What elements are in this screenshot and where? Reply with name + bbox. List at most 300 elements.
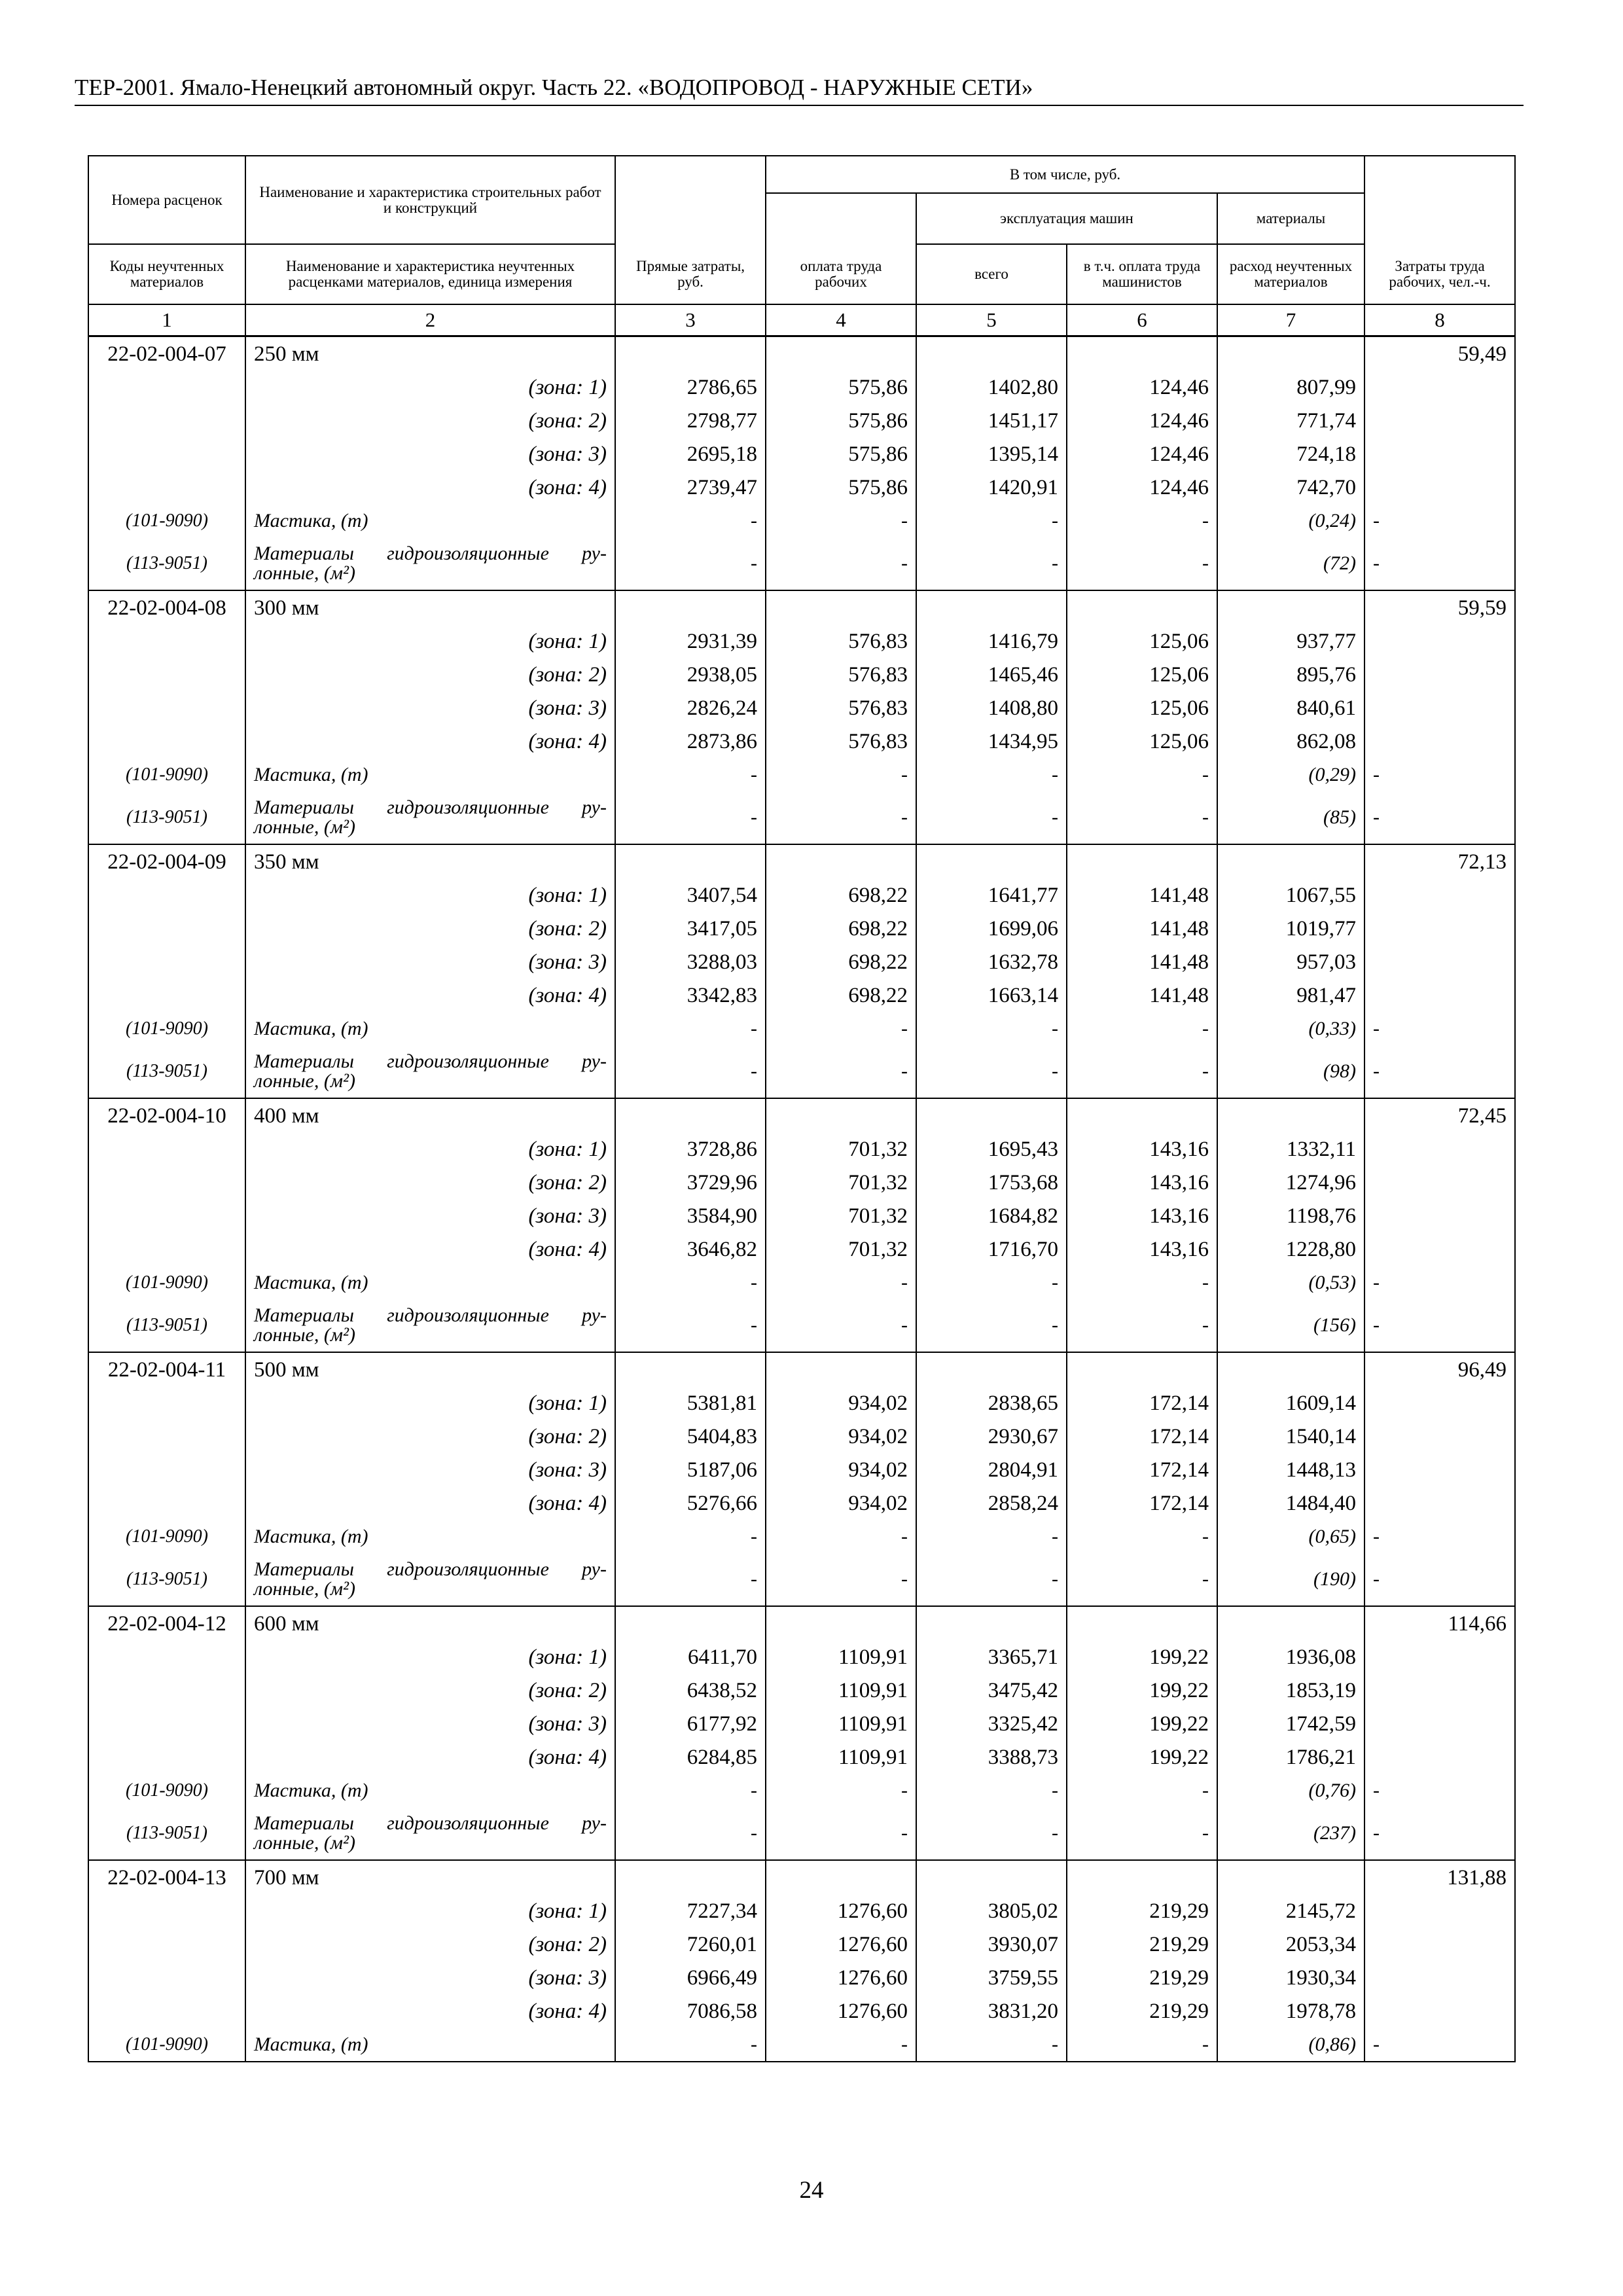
drivers-cost: 199,22 <box>1067 1674 1217 1707</box>
zone-row <box>88 1674 1515 1707</box>
drivers-cost: 199,22 <box>1067 1640 1217 1674</box>
dash-cell: - <box>1067 1012 1217 1045</box>
zone-row <box>88 725 1515 758</box>
zone-label: (зона: 2) <box>245 404 615 437</box>
direct-cost: 2873,86 <box>615 725 766 758</box>
dash-cell: - <box>916 537 1067 590</box>
materials-cost: 1786,21 <box>1217 1740 1364 1774</box>
machines-cost: 1641,77 <box>916 878 1067 912</box>
machines-cost: 3325,42 <box>916 1707 1067 1740</box>
material-row <box>88 1520 1515 1553</box>
dash-cell: - <box>766 1774 916 1807</box>
rate-name: 300 мм <box>245 590 615 624</box>
page-title: ТЕР-2001. Ямало-Ненецкий автономный округ. Часть 22. «ВОДОПРОВОД - НАРУЖНЫЕ СЕТИ» <box>75 75 1033 100</box>
dash-cell: - <box>1364 504 1515 537</box>
rate-row <box>88 1606 1515 1640</box>
material-amount: (72) <box>1217 537 1364 590</box>
material-name: Мастика, (т) <box>245 2028 615 2062</box>
zone-row <box>88 404 1515 437</box>
zone-label: (зона: 3) <box>245 1707 615 1740</box>
material-amount: (0,53) <box>1217 1266 1364 1299</box>
rate-code: 22-02-004-13 <box>88 1860 245 1894</box>
wages-cost: 1276,60 <box>766 1894 916 1928</box>
zone-row <box>88 1199 1515 1232</box>
materials-cost: 771,74 <box>1217 404 1364 437</box>
machines-cost: 1695,43 <box>916 1132 1067 1166</box>
wages-cost: 575,86 <box>766 437 916 471</box>
materials-cost: 1448,13 <box>1217 1453 1364 1486</box>
materials-cost: 1978,78 <box>1217 1994 1364 2028</box>
rate-name: 250 мм <box>245 336 615 371</box>
zone-row <box>88 691 1515 725</box>
machines-cost: 1699,06 <box>916 912 1067 945</box>
materials-cost: 1609,14 <box>1217 1386 1364 1420</box>
wages-cost: 1276,60 <box>766 1961 916 1994</box>
col4-spacer <box>766 193 916 244</box>
dash-cell: - <box>916 1012 1067 1045</box>
dash-cell: - <box>766 1045 916 1098</box>
wages-cost: 1276,60 <box>766 1928 916 1961</box>
materials-cost: 1198,76 <box>1217 1199 1364 1232</box>
dash-cell: - <box>916 1520 1067 1553</box>
zone-label: (зона: 4) <box>245 978 615 1012</box>
drivers-cost: 124,46 <box>1067 370 1217 404</box>
dash-cell: - <box>766 1807 916 1860</box>
zone-label: (зона: 2) <box>245 1420 615 1453</box>
dash-cell: - <box>615 791 766 844</box>
wages-cost: 934,02 <box>766 1453 916 1486</box>
rate-name: 500 мм <box>245 1352 615 1386</box>
zone-row <box>88 1486 1515 1520</box>
direct-cost: 2931,39 <box>615 624 766 658</box>
labor-cost: 96,49 <box>1364 1352 1515 1386</box>
machines-cost: 3388,73 <box>916 1740 1067 1774</box>
machines-cost: 1420,91 <box>916 471 1067 504</box>
wages-cost: 698,22 <box>766 912 916 945</box>
col4-header: оплата труда рабочих <box>766 244 916 304</box>
rate-code: 22-02-004-10 <box>88 1098 245 1132</box>
material-row <box>88 758 1515 791</box>
material-name: Мастика, (т) <box>245 504 615 537</box>
dash-cell: - <box>1067 1045 1217 1098</box>
dash-cell: - <box>615 2028 766 2062</box>
col-number: 6 <box>1067 304 1217 336</box>
dash-cell: - <box>1364 1553 1515 1606</box>
dash-cell: - <box>1067 2028 1217 2062</box>
labor-cost: 59,59 <box>1364 590 1515 624</box>
material-code: (101-9090) <box>88 1520 245 1553</box>
rate-name: 350 мм <box>245 844 615 878</box>
materials-cost: 1936,08 <box>1217 1640 1364 1674</box>
dash-cell: - <box>1067 1807 1217 1860</box>
machines-cost: 3831,20 <box>916 1994 1067 2028</box>
direct-cost: 2826,24 <box>615 691 766 725</box>
direct-cost: 5276,66 <box>615 1486 766 1520</box>
dash-cell: - <box>615 1774 766 1807</box>
dash-cell: - <box>766 1299 916 1352</box>
drivers-cost: 143,16 <box>1067 1232 1217 1266</box>
machines-cost: 3805,02 <box>916 1894 1067 1928</box>
zone-row <box>88 1961 1515 1994</box>
direct-cost: 3728,86 <box>615 1132 766 1166</box>
materials-cost: 1484,40 <box>1217 1486 1364 1520</box>
direct-cost: 3729,96 <box>615 1166 766 1199</box>
material-code: (101-9090) <box>88 2028 245 2062</box>
dash-cell: - <box>916 1774 1067 1807</box>
dash-cell: - <box>1364 791 1515 844</box>
material-name: Мастика, (т) <box>245 1774 615 1807</box>
dash-cell: - <box>615 1299 766 1352</box>
page-header <box>75 73 1524 106</box>
drivers-cost: 141,48 <box>1067 912 1217 945</box>
dash-cell: - <box>916 1299 1067 1352</box>
machines-cost: 2838,65 <box>916 1386 1067 1420</box>
zone-row <box>88 1132 1515 1166</box>
materials-cost: 1067,55 <box>1217 878 1364 912</box>
direct-cost: 7227,34 <box>615 1894 766 1928</box>
zone-label: (зона: 2) <box>245 1674 615 1707</box>
dash-cell: - <box>916 1045 1067 1098</box>
direct-cost: 3646,82 <box>615 1232 766 1266</box>
labor-cost: 72,13 <box>1364 844 1515 878</box>
direct-cost: 6411,70 <box>615 1640 766 1674</box>
material-amount: (98) <box>1217 1045 1364 1098</box>
machines-cost: 1434,95 <box>916 725 1067 758</box>
col1-top-header: Номера расценок <box>88 156 245 244</box>
drivers-cost: 141,48 <box>1067 945 1217 978</box>
machines-cost: 2858,24 <box>916 1486 1067 1520</box>
wages-cost: 575,86 <box>766 370 916 404</box>
col-number: 3 <box>615 304 766 336</box>
col-number: 7 <box>1217 304 1364 336</box>
zone-row <box>88 1894 1515 1928</box>
material-amount: (0,76) <box>1217 1774 1364 1807</box>
col-number: 1 <box>88 304 245 336</box>
col8-spacer <box>1364 156 1515 244</box>
material-amount: (0,24) <box>1217 504 1364 537</box>
materials-cost: 840,61 <box>1217 691 1364 725</box>
dash-cell: - <box>615 1012 766 1045</box>
rate-name: 700 мм <box>245 1860 615 1894</box>
material-amount: (156) <box>1217 1299 1364 1352</box>
materials-cost: 2053,34 <box>1217 1928 1364 1961</box>
labor-cost: 72,45 <box>1364 1098 1515 1132</box>
machines-cost: 3475,42 <box>916 1674 1067 1707</box>
dash-cell: - <box>1364 1807 1515 1860</box>
materials-cost: 724,18 <box>1217 437 1364 471</box>
rate-code: 22-02-004-12 <box>88 1606 245 1640</box>
rate-row <box>88 1860 1515 1894</box>
zone-row <box>88 1386 1515 1420</box>
machines-cost: 1716,70 <box>916 1232 1067 1266</box>
material-code: (113-9051) <box>88 1045 245 1098</box>
machines-cost: 1753,68 <box>916 1166 1067 1199</box>
zone-label: (зона: 1) <box>245 1640 615 1674</box>
dash-cell: - <box>615 1520 766 1553</box>
material-amount: (190) <box>1217 1553 1364 1606</box>
zone-label: (зона: 2) <box>245 658 615 691</box>
rates-table <box>88 155 1516 2062</box>
dash-cell: - <box>1364 1012 1515 1045</box>
col-number: 4 <box>766 304 916 336</box>
zone-row <box>88 1420 1515 1453</box>
direct-cost: 5381,81 <box>615 1386 766 1420</box>
col2-bottom-header: Наименование и характеристика неучтенных расценками материалов, единица измерения <box>245 244 615 304</box>
materials-cost: 1540,14 <box>1217 1420 1364 1453</box>
machines-cost: 1663,14 <box>916 978 1067 1012</box>
dash-cell: - <box>916 791 1067 844</box>
dash-cell: - <box>916 504 1067 537</box>
material-row <box>88 1553 1515 1606</box>
zone-label: (зона: 4) <box>245 471 615 504</box>
zone-row <box>88 624 1515 658</box>
materials-cost: 981,47 <box>1217 978 1364 1012</box>
zone-row <box>88 1232 1515 1266</box>
zone-label: (зона: 4) <box>245 1994 615 2028</box>
col8-header: Затраты труда рабочих, чел.-ч. <box>1364 244 1515 304</box>
zone-label: (зона: 3) <box>245 1961 615 1994</box>
wages-cost: 701,32 <box>766 1232 916 1266</box>
direct-cost: 6284,85 <box>615 1740 766 1774</box>
drivers-cost: 143,16 <box>1067 1132 1217 1166</box>
dash-cell: - <box>766 1012 916 1045</box>
drivers-cost: 141,48 <box>1067 978 1217 1012</box>
wages-cost: 576,83 <box>766 658 916 691</box>
drivers-cost: 172,14 <box>1067 1386 1217 1420</box>
labor-cost: 131,88 <box>1364 1860 1515 1894</box>
materials-cost: 1332,11 <box>1217 1132 1364 1166</box>
drivers-cost: 143,16 <box>1067 1166 1217 1199</box>
material-name: Материалы гидроизоляционные ру- лонные, (м²) <box>245 1299 615 1352</box>
machines-cost: 3759,55 <box>916 1961 1067 1994</box>
wages-cost: 575,86 <box>766 404 916 437</box>
dash-cell: - <box>1364 758 1515 791</box>
drivers-cost: 199,22 <box>1067 1707 1217 1740</box>
wages-cost: 934,02 <box>766 1486 916 1520</box>
direct-cost: 2938,05 <box>615 658 766 691</box>
material-name: Мастика, (т) <box>245 1012 615 1045</box>
material-amount: (0,65) <box>1217 1520 1364 1553</box>
direct-cost: 5404,83 <box>615 1420 766 1453</box>
rate-code: 22-02-004-07 <box>88 336 245 371</box>
machines-cost: 1402,80 <box>916 370 1067 404</box>
direct-cost: 6177,92 <box>615 1707 766 1740</box>
dash-cell: - <box>916 2028 1067 2062</box>
zone-label: (зона: 1) <box>245 624 615 658</box>
machines-cost: 1408,80 <box>916 691 1067 725</box>
machines-header: эксплуатация машин <box>916 193 1217 244</box>
zone-label: (зона: 2) <box>245 912 615 945</box>
material-row <box>88 2028 1515 2062</box>
dash-cell: - <box>1067 1266 1217 1299</box>
zone-label: (зона: 1) <box>245 1894 615 1928</box>
materials-cost: 1019,77 <box>1217 912 1364 945</box>
zone-row <box>88 878 1515 912</box>
col5-header: всего <box>916 244 1067 304</box>
dash-cell: - <box>916 1553 1067 1606</box>
dash-cell: - <box>1364 1520 1515 1553</box>
zone-row <box>88 1707 1515 1740</box>
zone-label: (зона: 4) <box>245 725 615 758</box>
rates-table-wrap <box>88 155 1514 2062</box>
zone-row <box>88 1453 1515 1486</box>
table-body <box>88 336 1515 2062</box>
materials-cost: 862,08 <box>1217 725 1364 758</box>
dash-cell: - <box>1364 1299 1515 1352</box>
direct-cost: 3342,83 <box>615 978 766 1012</box>
zone-row <box>88 945 1515 978</box>
col-number: 2 <box>245 304 615 336</box>
material-row <box>88 537 1515 590</box>
materials-cost: 1853,19 <box>1217 1674 1364 1707</box>
wages-cost: 698,22 <box>766 945 916 978</box>
materials-cost: 937,77 <box>1217 624 1364 658</box>
dash-cell: - <box>1067 1553 1217 1606</box>
wages-cost: 698,22 <box>766 978 916 1012</box>
dash-cell: - <box>766 758 916 791</box>
dash-cell: - <box>766 1553 916 1606</box>
col3-header: Прямые затраты, руб. <box>615 244 766 304</box>
wages-cost: 698,22 <box>766 878 916 912</box>
dash-cell: - <box>916 758 1067 791</box>
drivers-cost: 172,14 <box>1067 1420 1217 1453</box>
materials-cost: 742,70 <box>1217 471 1364 504</box>
dash-cell: - <box>615 758 766 791</box>
col7-header: расход неучтенных материалов <box>1217 244 1364 304</box>
zone-label: (зона: 1) <box>245 370 615 404</box>
rate-name: 400 мм <box>245 1098 615 1132</box>
material-code: (101-9090) <box>88 1266 245 1299</box>
machines-cost: 1684,82 <box>916 1199 1067 1232</box>
direct-cost: 3407,54 <box>615 878 766 912</box>
wages-cost: 701,32 <box>766 1132 916 1166</box>
wages-cost: 1109,91 <box>766 1674 916 1707</box>
zone-row <box>88 658 1515 691</box>
material-code: (101-9090) <box>88 1774 245 1807</box>
material-name: Материалы гидроизоляционные ру- лонные, (м²) <box>245 537 615 590</box>
wages-cost: 1109,91 <box>766 1707 916 1740</box>
material-row <box>88 1807 1515 1860</box>
dash-cell: - <box>1067 1520 1217 1553</box>
material-name: Мастика, (т) <box>245 1266 615 1299</box>
zone-row <box>88 1928 1515 1961</box>
wages-cost: 576,83 <box>766 624 916 658</box>
dash-cell: - <box>1364 537 1515 590</box>
dash-cell: - <box>1067 1299 1217 1352</box>
page-number: 24 <box>799 2177 824 2204</box>
dash-cell: - <box>1067 1774 1217 1807</box>
material-code: (101-9090) <box>88 1012 245 1045</box>
dash-cell: - <box>766 1520 916 1553</box>
drivers-cost: 219,29 <box>1067 1894 1217 1928</box>
wages-cost: 934,02 <box>766 1420 916 1453</box>
material-name: Материалы гидроизоляционные ру- лонные, (м²) <box>245 1045 615 1098</box>
dash-cell: - <box>1364 1045 1515 1098</box>
zone-label: (зона: 4) <box>245 1486 615 1520</box>
dash-cell: - <box>766 791 916 844</box>
zone-row <box>88 437 1515 471</box>
wages-cost: 701,32 <box>766 1199 916 1232</box>
dash-cell: - <box>1067 758 1217 791</box>
rate-row <box>88 336 1515 371</box>
rate-code: 22-02-004-09 <box>88 844 245 878</box>
zone-label: (зона: 3) <box>245 437 615 471</box>
dash-cell: - <box>1067 537 1217 590</box>
material-row <box>88 1012 1515 1045</box>
material-name: Материалы гидроизоляционные ру- лонные, (м²) <box>245 1807 615 1860</box>
col6-header: в т.ч. оплата труда машинистов <box>1067 244 1217 304</box>
col-number: 5 <box>916 304 1067 336</box>
material-amount: (0,29) <box>1217 758 1364 791</box>
material-code: (113-9051) <box>88 1807 245 1860</box>
material-amount: (0,33) <box>1217 1012 1364 1045</box>
material-amount: (237) <box>1217 1807 1364 1860</box>
dash-cell: - <box>1067 504 1217 537</box>
rate-row <box>88 1352 1515 1386</box>
material-row <box>88 791 1515 844</box>
zone-row <box>88 1166 1515 1199</box>
wages-cost: 576,83 <box>766 691 916 725</box>
dash-cell: - <box>766 2028 916 2062</box>
zone-label: (зона: 4) <box>245 1232 615 1266</box>
material-code: (113-9051) <box>88 1299 245 1352</box>
labor-cost: 59,49 <box>1364 336 1515 371</box>
direct-cost: 2739,47 <box>615 471 766 504</box>
zone-label: (зона: 2) <box>245 1928 615 1961</box>
dash-cell: - <box>615 504 766 537</box>
col1-bottom-header: Коды неучтенных материалов <box>88 244 245 304</box>
zone-label: (зона: 4) <box>245 1740 615 1774</box>
rate-row <box>88 844 1515 878</box>
machines-cost: 2804,91 <box>916 1453 1067 1486</box>
direct-cost: 7260,01 <box>615 1928 766 1961</box>
direct-cost: 7086,58 <box>615 1994 766 2028</box>
direct-cost: 6966,49 <box>615 1961 766 1994</box>
direct-cost: 5187,06 <box>615 1453 766 1486</box>
zone-row <box>88 1740 1515 1774</box>
zone-row <box>88 912 1515 945</box>
direct-cost: 3584,90 <box>615 1199 766 1232</box>
material-amount: (0,86) <box>1217 2028 1364 2062</box>
dash-cell: - <box>766 537 916 590</box>
materials-cost: 895,76 <box>1217 658 1364 691</box>
dash-cell: - <box>615 1045 766 1098</box>
machines-cost: 1451,17 <box>916 404 1067 437</box>
materials-cost: 1930,34 <box>1217 1961 1364 1994</box>
col2-top-header: Наименование и характеристика строительных работ и конструкций <box>245 156 615 244</box>
material-code: (113-9051) <box>88 1553 245 1606</box>
drivers-cost: 219,29 <box>1067 1994 1217 2028</box>
dash-cell: - <box>916 1266 1067 1299</box>
dash-cell: - <box>615 537 766 590</box>
zone-label: (зона: 1) <box>245 878 615 912</box>
direct-cost: 2786,65 <box>615 370 766 404</box>
direct-cost: 3288,03 <box>615 945 766 978</box>
machines-cost: 1416,79 <box>916 624 1067 658</box>
materials-cost: 957,03 <box>1217 945 1364 978</box>
drivers-cost: 124,46 <box>1067 471 1217 504</box>
wages-cost: 1109,91 <box>766 1740 916 1774</box>
materials-cost: 807,99 <box>1217 370 1364 404</box>
machines-cost: 1465,46 <box>916 658 1067 691</box>
zone-row <box>88 1640 1515 1674</box>
wages-cost: 1276,60 <box>766 1994 916 2028</box>
material-code: (113-9051) <box>88 537 245 590</box>
drivers-cost: 172,14 <box>1067 1453 1217 1486</box>
drivers-cost: 219,29 <box>1067 1928 1217 1961</box>
drivers-cost: 125,06 <box>1067 624 1217 658</box>
zone-label: (зона: 2) <box>245 1166 615 1199</box>
